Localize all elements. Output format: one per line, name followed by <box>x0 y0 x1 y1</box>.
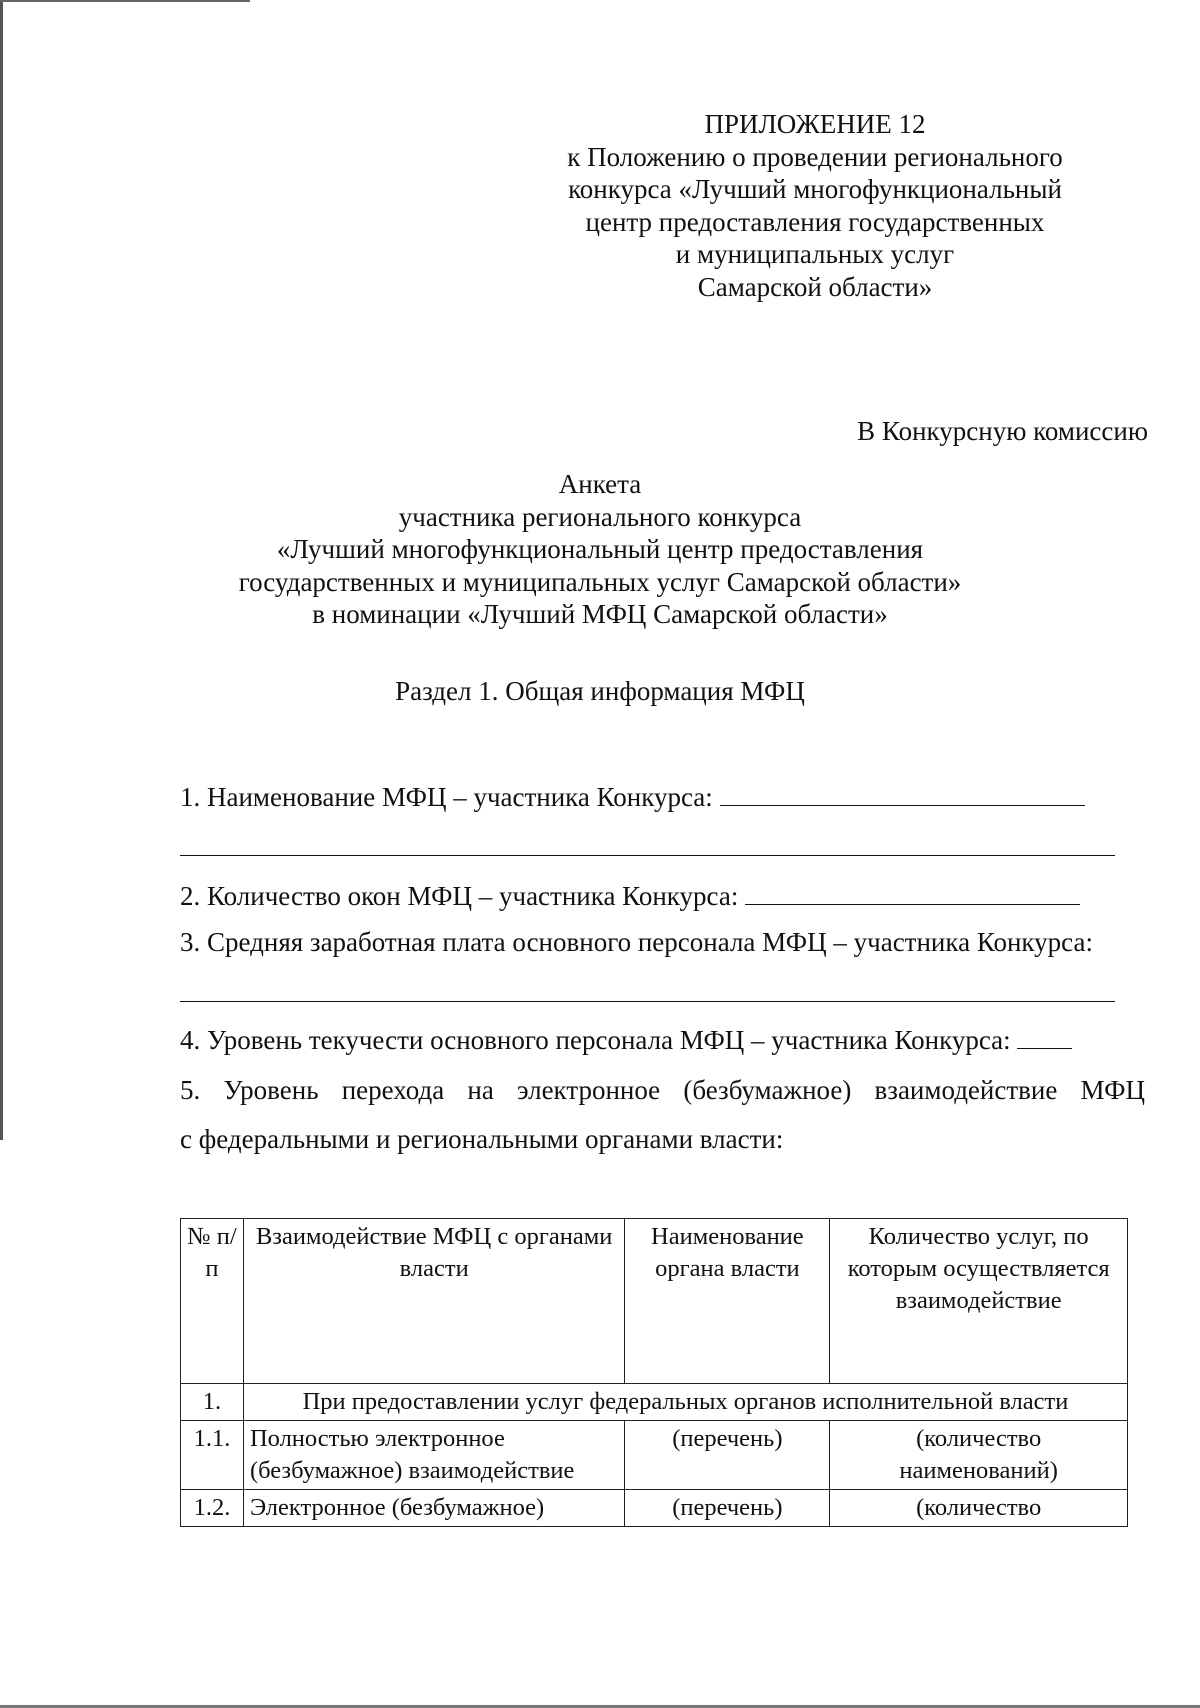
field-electronic-interaction-line1: 5. Уровень перехода на электронное (безбумажное) взаимодействие МФЦ <box>180 1075 1145 1105</box>
form-title <box>160 468 1040 631</box>
form-title-line: в номинации «Лучший МФЦ Самарской области» <box>312 599 888 629</box>
mfc-name-input-line[interactable] <box>720 783 1085 806</box>
row-count: (количество наименований) <box>830 1421 1128 1490</box>
window-count-input-line[interactable] <box>745 882 1080 905</box>
form-title-main: Анкета <box>558 469 642 499</box>
row-authority: (перечень) <box>625 1490 830 1527</box>
scan-edge-left <box>0 0 3 1140</box>
field-window-count <box>180 881 1080 912</box>
field-window-count-label: 2. Количество окон МФЦ – участника Конкурса: <box>180 881 739 911</box>
field-mfc-name <box>180 782 1085 813</box>
row-interaction: Электронное (безбумажное) <box>243 1490 624 1527</box>
row-num: 1.1. <box>181 1421 244 1490</box>
form-title-line: государственных и муниципальных услуг Самарской области» <box>238 566 962 597</box>
form-title-line: участника регионального конкурса <box>398 501 802 532</box>
section-row-num: 1. <box>181 1384 244 1421</box>
table-header-row <box>181 1219 1128 1384</box>
header-count: Количество услуг, по которым осуществляется взаимодействие <box>830 1219 1128 1384</box>
interaction-table <box>180 1218 1128 1527</box>
form-title-line: «Лучший многофункциональный центр предоставления <box>276 534 924 564</box>
row-authority: (перечень) <box>625 1421 830 1490</box>
section-title: Раздел 1. Общая информация МФЦ <box>395 676 805 706</box>
turnover-input-line[interactable] <box>1017 1026 1072 1049</box>
table-row <box>181 1421 1128 1490</box>
addressee: В Конкурсную комиссию <box>857 416 1148 446</box>
row-count: (количество <box>830 1490 1128 1527</box>
scan-edge-top <box>0 0 250 2</box>
table-row <box>181 1490 1128 1527</box>
annex-header <box>545 108 1085 303</box>
average-salary-input-line[interactable] <box>180 1001 1115 1002</box>
section-row-text: При предоставлении услуг федеральных органов исполнительной власти <box>243 1384 1127 1421</box>
annex-title: ПРИЛОЖЕНИЕ 12 <box>704 109 926 139</box>
mfc-name-input-line-2[interactable] <box>180 855 1115 856</box>
field-mfc-name-label: 1. Наименование МФЦ – участника Конкурса: <box>180 782 713 812</box>
header-interaction: Взаимодействие МФЦ с органами власти <box>243 1219 624 1384</box>
table-section-row <box>181 1384 1128 1421</box>
annex-line: к Положению о проведении регионального <box>567 141 1063 172</box>
field-turnover-label: 4. Уровень текучести основного персонала МФЦ – участника Конкурса: <box>180 1025 1011 1055</box>
annex-line: конкурса «Лучший многофункциональный <box>568 174 1062 204</box>
annex-line: Самарской области» <box>697 271 933 302</box>
field-average-salary-label: 3. Средняя заработная плата основного персонала МФЦ – участника Конкурса: <box>180 927 1093 957</box>
annex-line: центр предоставления государственных <box>585 206 1045 237</box>
field-electronic-interaction-line2: с федеральными и региональными органами власти: <box>180 1124 784 1154</box>
row-num: 1.2. <box>181 1490 244 1527</box>
header-authority: Наименование органа власти <box>625 1219 830 1384</box>
field-turnover <box>180 1025 1072 1056</box>
row-interaction: Полностью электронное (безбумажное) взаимодействие <box>243 1421 624 1490</box>
field-average-salary <box>180 927 1093 958</box>
header-num: № п/п <box>181 1219 244 1384</box>
annex-line: и муниципальных услуг <box>675 239 955 269</box>
